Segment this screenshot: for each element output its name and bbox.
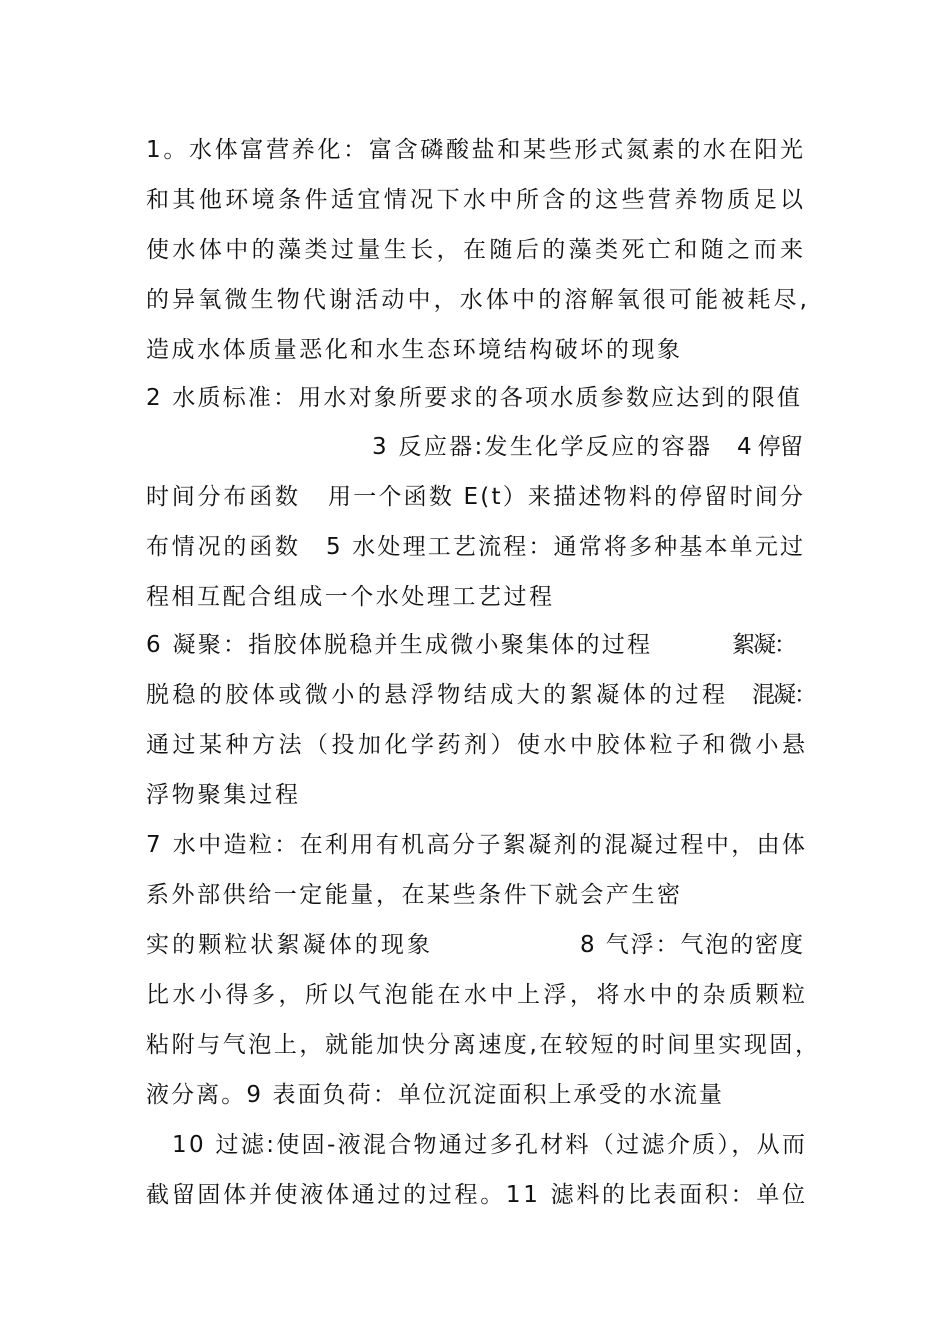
text-segment: 用一个函数 E(t）来描述物料的停留时间分 [328, 484, 806, 510]
text-line [0, 185, 950, 235]
text-line [0, 930, 950, 980]
text-segment: 1。水体富营养化：富含磷酸盐和某些形式氮素的水在阳光 [146, 137, 806, 163]
text-line [0, 135, 950, 185]
text-line [0, 980, 950, 1030]
text-segment: 时间分布函数 [146, 484, 301, 510]
text-segment: 4 停留 [737, 434, 803, 460]
text-line [0, 1130, 950, 1180]
text-segment: 浮物聚集过程 [146, 782, 301, 808]
text-segment: 3 反应器:发生化学反应的容器 [372, 434, 713, 460]
text-segment: 和其他环境条件适宜情况下水中所含的这些营养物质足以 [146, 187, 807, 213]
text-line [0, 680, 950, 730]
text-segment: 8 气浮：气泡的密度 [580, 932, 805, 958]
text-line [0, 780, 950, 830]
text-segment: 比水小得多，所以气泡能在水中上浮，将水中的杂质颗粒 [146, 982, 809, 1008]
text-line [0, 582, 950, 632]
text-line [0, 235, 950, 285]
text-segment: 液分离。9 表面负荷：单位沉淀面积上承受的水流量 [146, 1082, 725, 1108]
text-segment: 10 过滤:使固-液混合物通过多孔材料（过滤介质），从而 [172, 1132, 808, 1158]
text-line [0, 1030, 950, 1080]
text-line [0, 432, 950, 482]
text-segment: 絮凝： [732, 632, 795, 658]
text-segment: 的异氧微生物代谢活动中，水体中的溶解氧很可能被耗尽, [146, 287, 811, 313]
text-segment: 粘附与气泡上，就能加快分离速度,在较短的时间里实现固， [146, 1032, 821, 1058]
text-segment: 5 水处理工艺流程：通常将多种基本单元过 [326, 534, 806, 560]
text-line [0, 630, 950, 680]
text-line [0, 880, 950, 930]
text-segment: 2 水质标准：用水对象所要求的各项水质参数应达到的限值 [146, 385, 803, 411]
text-segment: 造成水体质量恶化和水生态环境结构破坏的现象 [146, 337, 683, 363]
text-line [0, 383, 950, 433]
text-line [0, 830, 950, 880]
text-segment: 程相互配合组成一个水处理工艺过程 [146, 584, 555, 610]
text-segment: 系外部供给一定能量，在某些条件下就会产生密 [146, 882, 683, 908]
text-segment: 截留固体并使液体通过的过程。11 滤料的比表面积：单位 [146, 1182, 808, 1208]
text-line [0, 285, 950, 335]
text-segment: 实的颗粒状絮凝体的现象 [146, 932, 434, 958]
text-segment: 6 凝聚：指胶体脱稳并生成微小聚集体的过程 [146, 632, 653, 658]
text-line [0, 1180, 950, 1230]
text-segment: 脱稳的胶体或微小的悬浮物结成大的絮凝体的过程 [146, 682, 729, 708]
text-line [0, 532, 950, 582]
text-line [0, 730, 950, 780]
text-segment: 通过某种方法（投加化学药剂）使水中胶体粒子和微小悬 [146, 732, 809, 758]
text-line [0, 482, 950, 532]
text-segment: 7 水中造粒：在利用有机高分子絮凝剂的混凝过程中，由体 [146, 832, 808, 858]
text-line [0, 335, 950, 385]
text-line [0, 1080, 950, 1130]
text-segment: 使水体中的藻类过量生长，在随后的藻类死亡和随之而来 [146, 237, 807, 263]
text-segment: 布情况的函数 [146, 534, 301, 560]
text-segment: 混凝： [752, 682, 815, 708]
